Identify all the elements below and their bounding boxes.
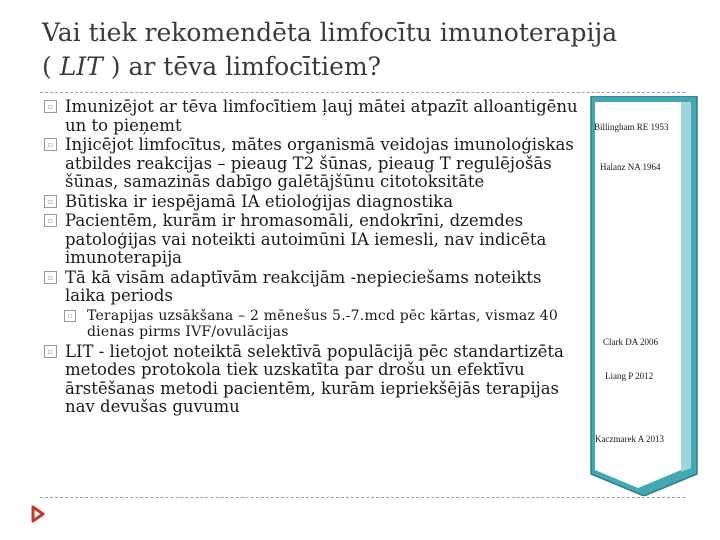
list-item: ▫ Pacientēm, kurām ir hromasomāli, endokrīni, dzemdes patoloģijas vai noteikti autoimūni IA iemesli, nav indicēta imunoterapija bbox=[44, 212, 584, 268]
ribbon-highlight bbox=[681, 102, 691, 472]
bottom-divider bbox=[40, 497, 685, 498]
reference-label: Clark DA 2006 bbox=[603, 337, 658, 347]
list-item: ▫ LIT - lietojot noteiktā selektīvā populācijā pēc standartizēta metodes protokola tiek uzskatīta par drošu un efektīvu ārstēšanas metodi pacientēm, kurām iepriekšējās terapijas nav devušas guvumu bbox=[44, 343, 584, 417]
reference-label: Billingham RE 1953 bbox=[594, 122, 669, 132]
list-item: ▫ Injicējot limfocītus, mātes organismā veidojas imunoloģiskas atbildes reakcijas – pieaug T2 šūnas, pieaug T regulējošās šūnas, samazinās dabīgo galētājšūnu citotoksitāte bbox=[44, 136, 584, 192]
title-lit-abbrev: LIT bbox=[59, 52, 103, 81]
bullet-box-icon: ▫ bbox=[44, 138, 57, 151]
bullet-box-icon: ▫ bbox=[44, 100, 57, 113]
bullet-list bbox=[44, 98, 584, 418]
sub-bullet-box-icon: ▫ bbox=[64, 310, 76, 322]
reference-label: Halanz NA 1964 bbox=[600, 162, 661, 172]
bullet-box-icon: ▫ bbox=[44, 214, 57, 227]
reference-label: Kaczmarek A 2013 bbox=[595, 434, 664, 444]
references-ribbon bbox=[589, 96, 699, 496]
next-slide-arrow-icon[interactable] bbox=[30, 505, 46, 523]
ribbon-inner bbox=[595, 102, 681, 488]
list-item: ▫ Imunizējot ar tēva limfocītiem ļauj mātei atpazīt alloantigēnu un to pieņemt bbox=[44, 98, 584, 135]
title-line-1: Vai tiek rekomendēta limfocītu imunoterapija bbox=[42, 18, 618, 47]
list-item: ▫ Tā kā visām adaptīvām reakcijām -nepieciešams noteikts laika periods bbox=[44, 269, 584, 306]
slide-title bbox=[42, 16, 682, 84]
title-line-2: ( LIT ) ar tēva limfocītiem? bbox=[42, 52, 382, 81]
bullet-box-icon: ▫ bbox=[44, 271, 57, 284]
sub-list-item: ▫ Terapijas uzsākšana – 2 mēnešus 5.-7.mcd pēc kārtas, vismaz 40 dienas pirms IVF/ovulācijas bbox=[44, 308, 584, 340]
bullet-box-icon: ▫ bbox=[44, 195, 57, 208]
bullet-box-icon: ▫ bbox=[44, 345, 57, 358]
reference-label: Liang P 2012 bbox=[605, 371, 654, 381]
top-divider bbox=[40, 92, 685, 93]
list-item: ▫ Būtiska ir iespējamā IA etioloģijas diagnostika bbox=[44, 193, 584, 212]
